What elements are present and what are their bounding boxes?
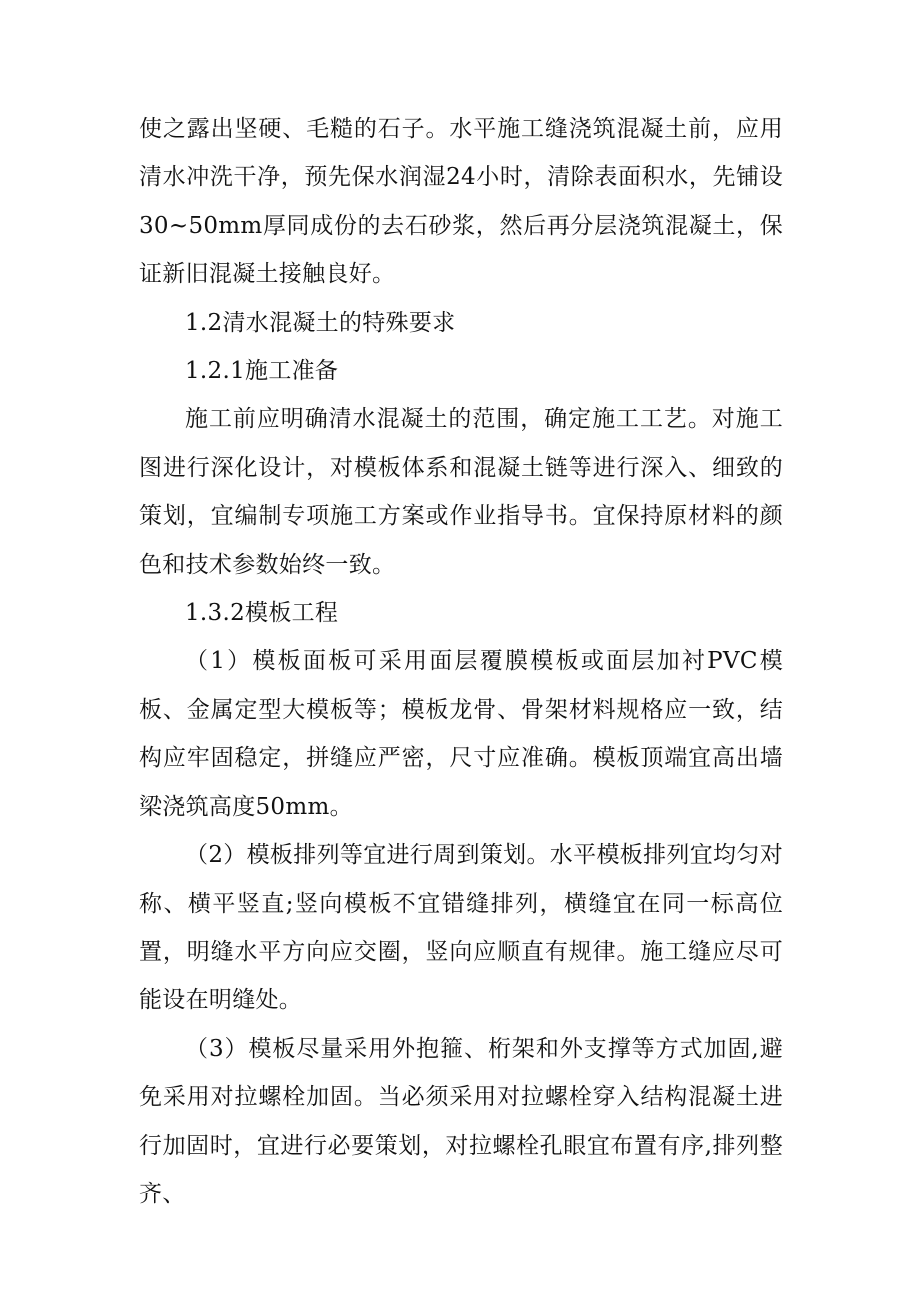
paragraph-formwork-item-1: （1）模板面板可采用面层覆膜模板或面层加衬PVC模板、金属定型大模板等；模板龙骨、骨架材料规格应一致，结构应牢固稳定，拼缝应严密，尺寸应准确。模板顶端宜高出墙梁浇筑高度50mm。	[139, 648, 783, 820]
paragraph-construction-joint: 使之露出坚硬、毛糙的石子。水平施工缝浇筑混凝土前，应用清水冲洗干净，预先保水润湿24小时，清除表面积水，先铺设30~50mm厚同成份的去石砂浆，然后再分层浇筑混凝土，保证新旧混凝土接触良好。	[139, 116, 783, 288]
section-heading-1-2-1: 1.2.1施工准备	[185, 358, 339, 385]
section-heading-1-3-2: 1.3.2模板工程	[185, 600, 339, 627]
paragraph-construction-preparation: 施工前应明确清水混凝土的范围，确定施工工艺。对施工图进行深化设计，对模板体系和混凝土链等进行深入、细致的策划，宜编制专项施工方案或作业指导书。宜保持原材料的颜色和技术参数始终一致。	[139, 406, 783, 578]
paragraph-formwork-item-2: （2）模板排列等宜进行周到策划。水平模板排列宜均匀对称、横平竖直;竖向模板不宜错缝排列，横缝宜在同一标高位置，明缝水平方向应交圈，竖向应顺直有规律。施工缝应尽可能设在明缝处。	[139, 842, 783, 1014]
document-body	[139, 105, 783, 1218]
paragraph-formwork-item-3: （3）模板尽量采用外抱箍、桁架和外支撑等方式加固,避免采用对拉螺栓加固。当必须采用对拉螺栓穿入结构混凝土进行加固时，宜进行必要策划，对拉螺栓孔眼宜布置有序,排列整齐、	[139, 1035, 783, 1207]
section-heading-1-2: 1.2清水混凝土的特殊要求	[185, 309, 456, 336]
